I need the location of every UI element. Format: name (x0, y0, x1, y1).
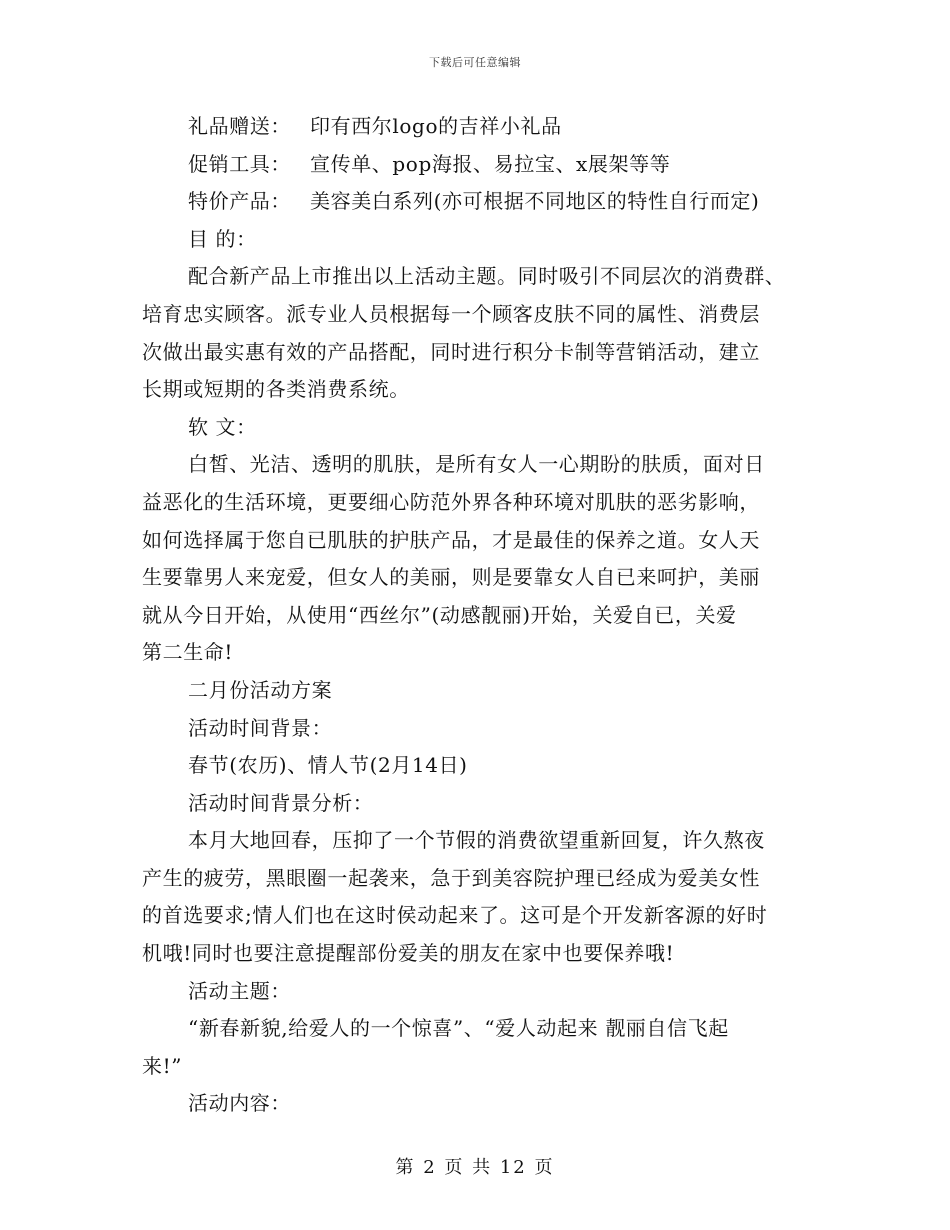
theme-line-1: “新春新貌,给爱人的一个惊喜”、“爱人动起来 靓丽自信飞起 (188, 1016, 729, 1041)
analysis-line-2: 产生的疲劳，黑眼圈一起袭来，急于到美容院护理已经成为爱美女性 (142, 865, 760, 890)
special-products-value: 美容美白系列(亦可根据不同地区的特性自行而定) (310, 189, 760, 214)
theme-heading: 活动主题： (188, 978, 291, 1003)
gift-label: 礼品赠送： (188, 114, 291, 138)
content-heading: 活动内容： (188, 1091, 291, 1116)
purpose-heading: 目 的： (188, 226, 257, 251)
promo-tools-value: 宣传单、pop海报、易拉宝、x展架等等 (310, 151, 671, 176)
softcopy-line-5: 就从今日开始，从使用“西丝尔”(动感靓丽)开始，关爱自已，关爱 (142, 602, 737, 627)
page-number: 第 2 页 共 12 页 (395, 1157, 555, 1178)
analysis-line-4: 机哦!同时也要注意提醒部份爱美的朋友在家中也要保养哦! (142, 941, 675, 966)
purpose-line-3: 次做出最实惠有效的产品搭配，同时进行积分卡制等营销活动，建立 (142, 339, 760, 364)
time-background-heading: 活动时间背景： (188, 715, 333, 740)
purpose-line-4: 长期或短期的各类消费系统。 (142, 377, 410, 402)
analysis-line-1: 本月大地回春，压抑了一个节假的消费欲望重新回复，许久熬夜 (188, 828, 765, 853)
gift-row (142, 108, 808, 146)
promo-tools-label: 促销工具： (188, 151, 291, 176)
special-products-label: 特价产品： (188, 189, 291, 214)
analysis-heading: 活动时间背景分析： (188, 790, 374, 815)
time-background-value: 春节(农历)、情人节(2月14日) (188, 753, 468, 778)
analysis-line-3: 的首选要求;情人们也在这时侯动起来了。这可是个开发新客源的好时 (142, 903, 768, 928)
softcopy-line-6: 第二生命! (142, 640, 234, 665)
theme-line-2: 来!” (142, 1053, 183, 1078)
page-header: 下载后可任意编辑 (429, 56, 521, 69)
softcopy-line-1: 白皙、光洁、透明的肌肤，是所有女人一心期盼的肤质，面对日 (188, 452, 765, 477)
feb-plan-title: 二月份活动方案 (188, 677, 333, 702)
purpose-line-1: 配合新产品上市推出以上活动主题。同时吸引不同层次的消费群、 (188, 264, 786, 289)
special-products-row (142, 183, 808, 221)
softcopy-line-3: 如何选择属于您自已肌肤的护肤产品，才是最佳的保养之道。女人天 (142, 527, 760, 552)
document-body (142, 108, 808, 1123)
softcopy-heading: 软 文： (188, 414, 257, 439)
promo-tools-row (142, 146, 808, 184)
purpose-line-2: 培育忠实顾客。派专业人员根据每一个顾客皮肤不同的属性、消费层 (142, 301, 760, 326)
softcopy-line-2: 益恶化的生活环境，更要细心防范外界各种环境对肌肤的恶劣影响， (142, 489, 760, 514)
gift-value: 印有西尔logo的吉祥小礼品 (310, 114, 562, 138)
softcopy-line-4: 生要靠男人来宠爱，但女人的美丽，则是要靠女人自已来呵护，美丽 (142, 565, 760, 590)
